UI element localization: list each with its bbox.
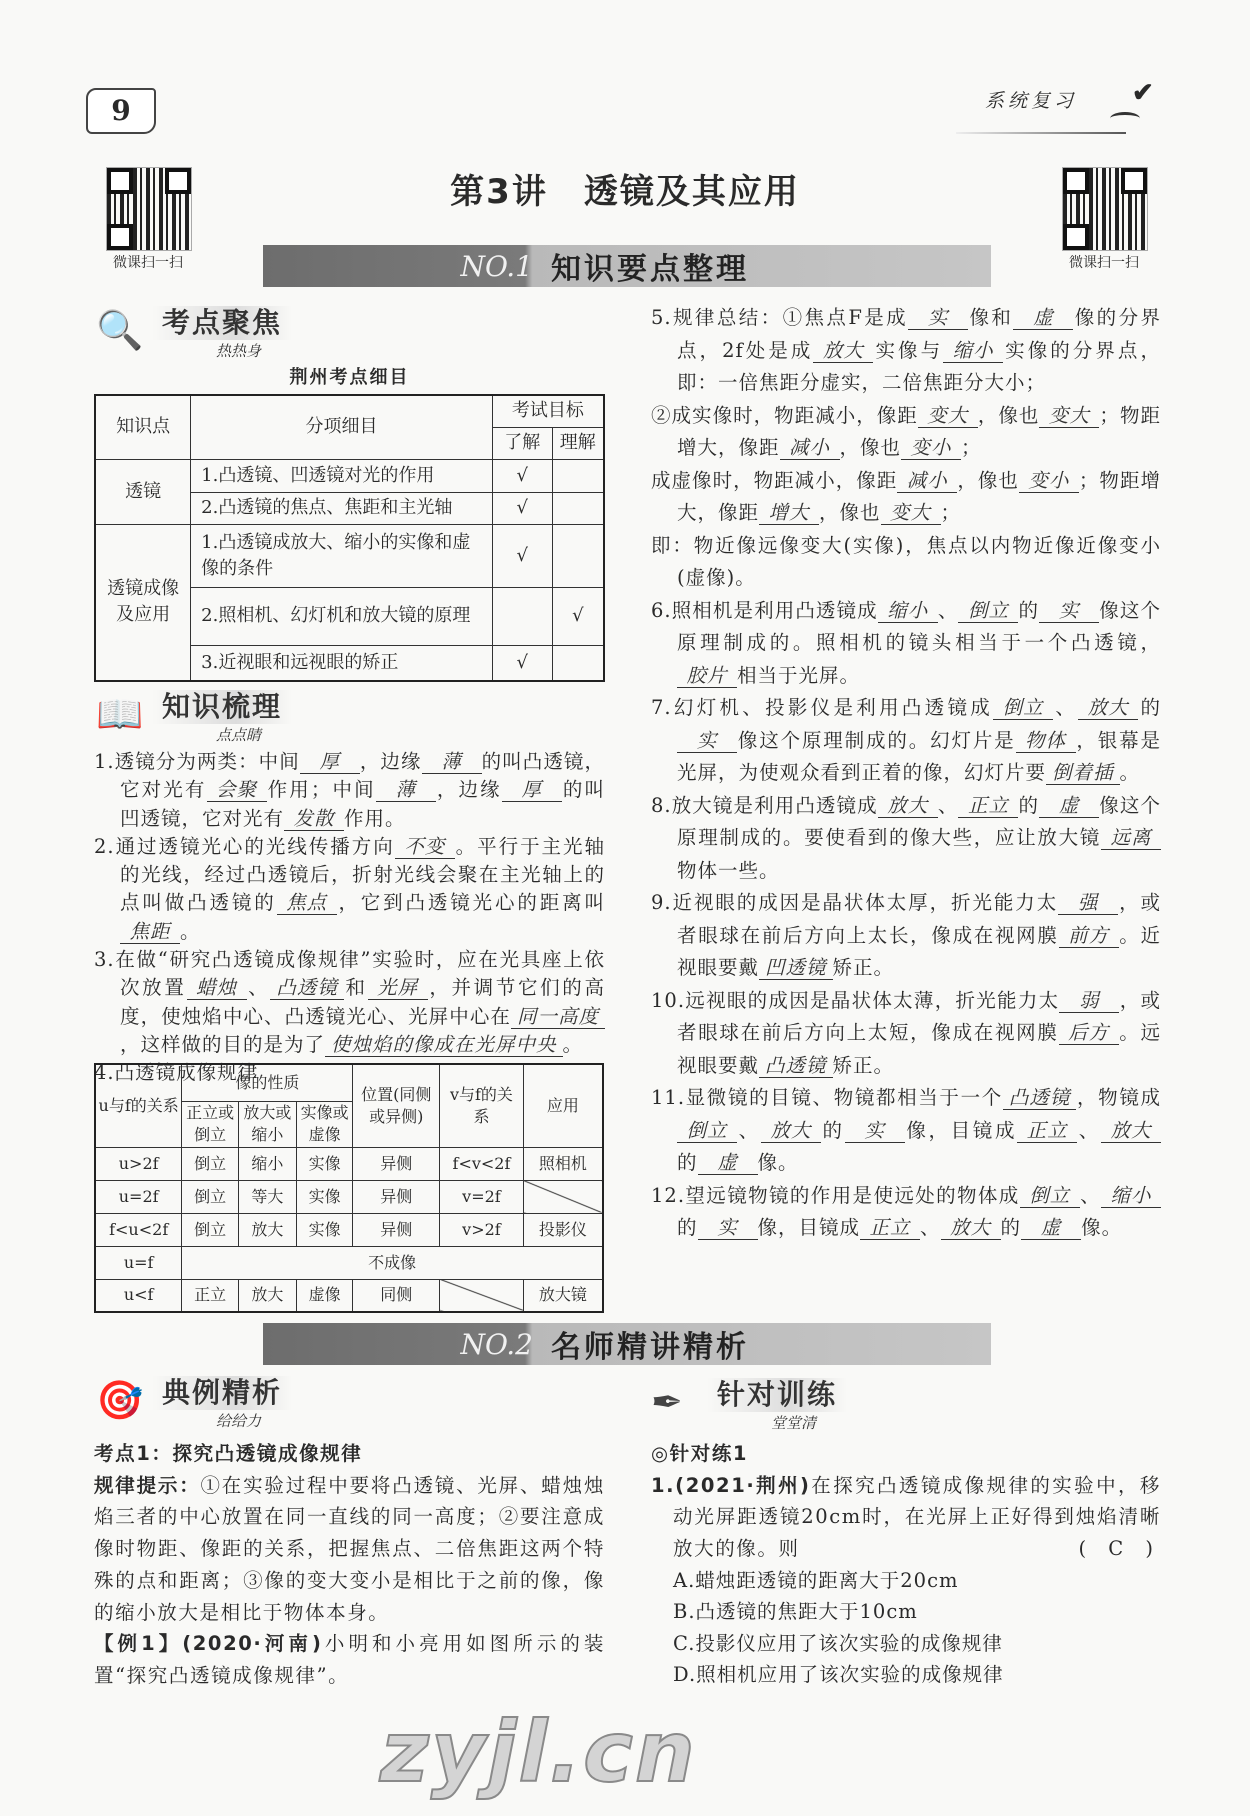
header-side: 位置(同侧或异侧) [353, 1064, 440, 1147]
bird-icon [1110, 112, 1140, 125]
option-b[interactable]: B.凸透镜的焦距大于10cm [673, 1600, 918, 1624]
header-real: 实像或虚像 [296, 1101, 353, 1147]
focus-subtitle: 热热身 [216, 342, 262, 360]
answer-blank[interactable]: 放大 [1078, 697, 1138, 720]
series-label: 系统复习 [985, 90, 1078, 112]
table-row [95, 1213, 603, 1246]
answer-blank[interactable]: 变小 [1019, 470, 1079, 493]
section-label: 名师精讲精析 [551, 1330, 749, 1365]
item-text: ，像也 [977, 403, 1040, 427]
header-upright: 正立或倒立 [182, 1101, 239, 1147]
item-text: ②成实像时，物距减小，像距 [651, 403, 918, 427]
answer-blank[interactable]: 正立 [958, 795, 1018, 818]
answer-blank[interactable]: 放大 [1101, 1120, 1161, 1143]
cell-real: 虚像 [296, 1279, 353, 1312]
item-text: 7.幻灯机、投影仪是利用凸透镜成 [651, 696, 994, 719]
cell-real: 实像 [296, 1213, 353, 1246]
item-text: 、 [937, 598, 959, 622]
answer-blank[interactable]: 会聚 [207, 779, 267, 802]
answer-blank[interactable]: 蜡烛 [187, 977, 247, 1000]
answer-blank[interactable]: 凸透镜 [270, 977, 344, 1000]
item-text: 、 [1079, 1183, 1101, 1207]
imaging-rules-table [94, 1063, 604, 1313]
item-text: 3.在做“研究凸透镜成像规律”实验时，应在光具座上依次放置 [94, 948, 605, 1000]
answer-blank[interactable]: 凸透镜 [1003, 1087, 1077, 1110]
answer-blank[interactable]: 正立 [1017, 1120, 1077, 1143]
list-item [651, 1180, 1161, 1245]
item-text: 像的分界点，2f处是成 [677, 306, 1161, 362]
item-text: 、 [1053, 696, 1079, 719]
item-text: 。 [180, 919, 201, 943]
item-text: 和 [343, 976, 368, 1000]
item-text: ，或者眼球在前后方向上太短，像成在视网膜 [677, 988, 1161, 1044]
rule-tip-text: ①在实验过程中要将凸透镜、光屏、蜡烛烛焰三者的中心放置在同一直线的同一高度；②要注意成像时物距、像距的关系，把握焦点、二倍焦距这两个特殊的点和距离；③像的变大变小是相比于之前的像，像的缩小放大是相比于物体本身。 [94, 1473, 605, 1624]
item-text: 9.近视眼的成因是晶状体太厚，折光能力太 [651, 891, 1059, 914]
know-check: √ [492, 459, 552, 492]
item-text: 的 [677, 1151, 698, 1174]
item-text: 作用；中间 [266, 778, 376, 802]
item-text: 11.显微镜的目镜、物镜都相当于一个 [651, 1086, 1003, 1109]
cell-app-empty [523, 1180, 603, 1213]
answer-blank[interactable]: 强 [1058, 892, 1118, 915]
item-text: 8.放大镜是利用凸透镜成 [651, 793, 878, 817]
qr-caption-left: 微课扫一扫 [113, 255, 183, 271]
header-topic: 知识点 [95, 395, 191, 459]
answer-blank[interactable]: 焦点 [277, 892, 337, 915]
header-size: 放大或缩小 [239, 1101, 297, 1147]
knowledge-heading [96, 690, 356, 746]
item-text: 、 [737, 1118, 761, 1142]
item-text: 像。 [757, 1151, 799, 1174]
item-text: 、 [246, 976, 271, 1000]
cell-uf: u<f [95, 1279, 182, 1312]
answer-blank[interactable]: 减小 [897, 470, 957, 493]
item-text: ，边缘 [435, 778, 502, 802]
answer-blank[interactable]: 发散 [284, 808, 344, 831]
example-1 [94, 1628, 605, 1691]
answer-blank[interactable]: 放大 [761, 1120, 821, 1143]
answer-blank[interactable]: 虚 [1021, 1217, 1081, 1240]
header-app: 应用 [523, 1064, 603, 1147]
watermark: zyjl.cn [380, 1703, 697, 1801]
item-text: ，像也 [957, 468, 1019, 492]
training-body [651, 1438, 1161, 1690]
answer-blank[interactable]: 光屏 [368, 977, 428, 1000]
understand-check [552, 645, 604, 681]
item-text: 1.透镜分为两类：中间 [94, 750, 300, 773]
list-item [94, 748, 605, 833]
cell-app: 照相机 [523, 1147, 603, 1180]
item-text: 像，目镜成 [904, 1118, 1018, 1142]
answer-blank[interactable]: 实 [908, 307, 968, 330]
training-subtitle: 堂堂清 [771, 1414, 817, 1432]
item-text: 5.规律总结：①焦点F是成 [651, 306, 909, 329]
header-divider [956, 132, 1126, 134]
cell-size: 缩小 [239, 1147, 297, 1180]
item-text: ；物距增大，像距 [677, 468, 1161, 524]
list-item [651, 400, 1161, 465]
answer-blank[interactable]: 物体 [1016, 730, 1076, 753]
rule-tip [94, 1470, 605, 1629]
list-item [651, 595, 1161, 693]
answer-blank[interactable]: 实 [677, 730, 737, 753]
rule-tip-label: 规律提示： [94, 1473, 201, 1497]
table-row [95, 1279, 603, 1312]
item-text: 6.照相机是利用凸透镜成 [651, 598, 878, 622]
cell-app: 放大镜 [523, 1279, 603, 1312]
cell-side: 异侧 [353, 1147, 440, 1180]
item-text: ； [940, 501, 962, 524]
item-text: 像和 [968, 306, 1014, 329]
answer-blank[interactable]: 胶片 [677, 665, 737, 688]
section-banner-1 [263, 245, 991, 287]
option-a[interactable]: A.蜡烛距透镜的距离大于20cm [673, 1568, 959, 1592]
answer-blank[interactable]: 不变 [395, 836, 455, 859]
answer-blank[interactable]: 倒着插 [1046, 762, 1120, 785]
header-vf: v与f的关系 [440, 1064, 524, 1147]
topic-cell: 透镜 [95, 459, 191, 524]
answer-blank[interactable]: 缩小 [943, 340, 1003, 363]
know-check: √ [492, 645, 552, 681]
knowledge-subtitle: 点点睛 [216, 726, 262, 744]
item-text: ； [961, 436, 982, 459]
item-text: 4.凸透镜成像规律 [94, 1061, 259, 1085]
item-text: 的 [1138, 696, 1161, 719]
item-text: 、 [920, 1216, 941, 1239]
item-text: 10.远视眼的成因是晶状体太薄，折光能力太 [651, 988, 1060, 1012]
cell-upright: 倒立 [182, 1180, 239, 1213]
cell-vf: v>2f [440, 1213, 524, 1246]
answer-blank[interactable]: 薄 [422, 751, 482, 774]
detail-cell: 2.照相机、幻灯机和放大镜的原理 [191, 587, 493, 645]
answer-blank[interactable]: 增大 [759, 502, 819, 525]
table-row [95, 1246, 603, 1279]
answer-blank[interactable]: 前方 [1059, 925, 1119, 948]
item-text: 相当于光屏。 [737, 663, 861, 687]
answer-blank[interactable]: 倒立 [1020, 1185, 1080, 1208]
header-know: 了解 [492, 427, 552, 459]
table-row [95, 1180, 603, 1213]
answer-blank[interactable]: 放大 [878, 795, 938, 818]
answer-blank[interactable]: 倒立 [677, 1120, 737, 1143]
item-text: 的 [677, 1216, 698, 1239]
answer-bracket: ( C ) [1078, 1537, 1161, 1561]
list-item [94, 946, 605, 1059]
list-item [651, 985, 1161, 1083]
cell-upright: 正立 [182, 1279, 239, 1312]
focus-heading [96, 306, 356, 362]
item-text: 像这个原理制成的。照相机的镜头相当于一个凸透镜， [677, 598, 1161, 654]
item-text: 12.望远镜物镜的作用是使远处的物体成 [651, 1183, 1020, 1207]
answer-blank[interactable]: 放大 [813, 340, 873, 363]
list-item [651, 302, 1161, 400]
item-text: 矫正。 [832, 1053, 895, 1077]
answer-blank[interactable]: 厚 [300, 751, 360, 774]
cell-side: 异侧 [353, 1180, 440, 1213]
item-text: 。 [1119, 761, 1141, 784]
examples-body [94, 1438, 605, 1692]
checkmark-icon: ✔ [1132, 78, 1154, 108]
understand-check [552, 459, 604, 492]
detail-cell: 3.近视眼和远视眼的矫正 [191, 645, 493, 681]
item-text: 的 [1018, 793, 1040, 817]
answer-blank[interactable]: 后方 [1059, 1022, 1119, 1045]
item-text: ，边缘 [359, 750, 422, 773]
cell-size: 等大 [239, 1180, 297, 1213]
know-check: √ [492, 524, 552, 587]
table-row [95, 1147, 603, 1180]
item-text: 的叫凹透镜，它对光有 [120, 778, 605, 830]
cell-size: 放大 [239, 1213, 297, 1246]
training-set-label: ◎针对练1 [651, 1442, 749, 1465]
answer-blank[interactable]: 倒立 [958, 600, 1018, 623]
answer-blank[interactable]: 厚 [502, 779, 562, 802]
item-text: 。平行于主光轴的光线，经过凸透镜后，折射光线会聚在主光轴上的点叫做凸透镜的 [120, 834, 605, 915]
item-text: 像，目镜成 [757, 1216, 861, 1239]
item-text: 。远视眼要戴 [677, 1021, 1161, 1077]
answer-blank[interactable]: 实 [698, 1217, 758, 1240]
cell-app: 投影仪 [523, 1213, 603, 1246]
cell-uf: u=2f [95, 1180, 182, 1213]
answer-blank[interactable]: 实 [1039, 600, 1099, 623]
question-text: 在探究凸透镜成像规律的实验中，移动光屏距透镜20cm时，在光屏上正好得到烛焰清晰放大的像。则 [673, 1473, 1161, 1561]
cell-vf-empty [440, 1279, 524, 1312]
option-d[interactable]: D.照相机应用了该次实验的成像规律 [673, 1663, 1004, 1687]
item-text: 的 [1000, 1216, 1022, 1239]
cell-side: 异侧 [353, 1213, 440, 1246]
examples-title: 典例精析 [152, 1376, 292, 1410]
answer-blank[interactable]: 弱 [1059, 990, 1119, 1013]
item-text: 2.通过透镜光心的光线传播方向 [94, 834, 395, 858]
knowledge-list [94, 748, 605, 1088]
item-text: ，这样做的目的是为了 [120, 1032, 326, 1056]
training-heading [651, 1378, 911, 1434]
detail-cell: 1.凸透镜、凹透镜对光的作用 [191, 459, 493, 492]
answer-blank[interactable]: 凸透镜 [759, 1055, 833, 1078]
item-text: 物体一些。 [677, 858, 780, 882]
section-number: NO.1 [460, 249, 533, 283]
training-title: 针对训练 [707, 1378, 847, 1412]
header-uf: u与f的关系 [95, 1064, 182, 1147]
list-item [94, 833, 605, 946]
item-text: 像这个原理制成的。要使看到的像大些，应让放大镜 [677, 793, 1161, 849]
qr-caption-right: 微课扫一扫 [1069, 255, 1139, 271]
answer-blank[interactable]: 同一高度 [511, 1006, 605, 1029]
cell-vf: f<v<2f [440, 1147, 524, 1180]
item-text: 。近视眼要戴 [677, 923, 1161, 979]
question-label: 1.(2021·荆州) [651, 1473, 811, 1497]
item-text: ；物距增大，像距 [677, 403, 1161, 459]
answer-blank[interactable]: 缩小 [878, 600, 938, 623]
cell-vf: v=2f [440, 1180, 524, 1213]
item-text: ，像也 [819, 501, 881, 524]
item-text: 、 [937, 793, 959, 817]
page-number: 9 [86, 88, 156, 134]
item-text: 、 [1077, 1118, 1101, 1142]
examples-subtitle: 给给力 [216, 1412, 262, 1430]
know-check [492, 587, 552, 645]
table1-caption: 荆州考点细目 [289, 367, 410, 388]
cell-uf: f<u<2f [95, 1213, 182, 1246]
section-number: NO.2 [460, 1327, 533, 1361]
book-icon: 📖 [96, 692, 144, 736]
item-text: ，或者眼球在前后方向上太长，像成在视网膜 [677, 891, 1161, 947]
answer-blank[interactable]: 实 [845, 1120, 905, 1143]
understand-check: √ [552, 587, 604, 645]
rules-list [651, 302, 1161, 1245]
answer-blank[interactable]: 变小 [901, 437, 961, 460]
cell-uf: u=f [95, 1246, 182, 1279]
example-text: 小明和小亮用如图所示的装置“探究凸透镜成像规律”。 [94, 1632, 606, 1687]
item-text: ，并调节它们的高度，使烛焰中心、凸透镜光心、光屏中心在 [120, 976, 605, 1028]
cell-upright: 倒立 [182, 1213, 239, 1246]
dartboard-icon: 🎯 [96, 1378, 144, 1422]
section-label: 知识要点整理 [551, 252, 749, 287]
options-list [651, 1565, 1161, 1691]
answer-blank[interactable]: 倒立 [993, 697, 1053, 720]
answer-blank[interactable]: 变大 [881, 502, 941, 525]
item-text: 即：物近像远像变大(实像)，焦点以内物近像近像变小(虚像)。 [651, 533, 1161, 589]
answer-blank[interactable]: 放大 [941, 1217, 1001, 1240]
detail-cell: 2.凸透镜的焦点、焦距和主光轴 [191, 492, 493, 524]
topic-cell: 透镜成像及应用 [95, 524, 191, 681]
magnifier-globe-icon: 🔍 [96, 308, 144, 352]
list-item [651, 887, 1161, 985]
answer-blank[interactable]: 虚 [698, 1152, 758, 1175]
answer-blank[interactable]: 正立 [860, 1217, 920, 1240]
item-text: 的叫凸透镜，它对光有 [120, 750, 605, 802]
item-text: 。 [562, 1032, 584, 1056]
list-item [651, 465, 1161, 530]
answer-blank[interactable]: 变大 [1039, 405, 1099, 428]
answer-blank[interactable]: 焦距 [120, 921, 180, 944]
item-text: 矫正。 [832, 956, 895, 979]
question-1 [651, 1470, 1161, 1565]
examples-heading [96, 1376, 356, 1432]
cell-real: 实像 [296, 1147, 353, 1180]
answer-blank[interactable]: 减小 [780, 437, 840, 460]
knowledge-title: 知识梳理 [152, 690, 292, 724]
list-item [651, 530, 1161, 595]
answer-blank[interactable]: 使烛焰的像成在光屏中央 [325, 1034, 563, 1057]
cell-size: 放大 [239, 1279, 297, 1312]
item-text: ，它到凸透镜光心的距离叫 [336, 891, 605, 915]
answer-blank[interactable]: 虚 [1013, 307, 1073, 330]
cell-no-image: 不成像 [182, 1246, 603, 1279]
page-title: 第3讲 透镜及其应用 [450, 172, 800, 212]
header-understand: 理解 [552, 427, 604, 459]
item-text: ，像也 [839, 436, 902, 459]
item-text: 的 [1018, 598, 1040, 622]
item-text: 像。 [1081, 1216, 1123, 1239]
list-item [651, 1082, 1161, 1180]
item-text: ，银幕是光屏，为使观众看到正着的像，幻灯片要 [677, 728, 1161, 784]
header-goal: 考试目标 [492, 395, 604, 427]
exam-points-table [94, 394, 605, 682]
cell-side: 同侧 [353, 1279, 440, 1312]
detail-cell: 1.凸透镜成放大、缩小的实像和虚像的条件 [191, 524, 493, 587]
list-item [651, 692, 1161, 790]
section-banner-2 [263, 1323, 991, 1365]
item-text: 实像的分界点，即：一倍焦距分虚实，二倍焦距分大小； [677, 338, 1161, 394]
header-detail: 分项细目 [191, 395, 493, 459]
understand-check [552, 492, 604, 524]
know-check: √ [492, 492, 552, 524]
list-item [651, 790, 1161, 888]
answer-blank[interactable]: 缩小 [1101, 1185, 1161, 1208]
answer-blank[interactable]: 远离 [1101, 827, 1161, 850]
answer-blank[interactable]: 凹透镜 [759, 957, 833, 980]
example-label: 【例1】(2020·河南) [94, 1632, 323, 1656]
item-text: ，物镜成 [1076, 1086, 1161, 1109]
quill-icon: ✒ [651, 1380, 683, 1424]
item-text: 的 [820, 1118, 845, 1142]
cell-uf: u>2f [95, 1147, 182, 1180]
answer-blank[interactable]: 变大 [918, 405, 978, 428]
exam-point-title: 考点1：探究凸透镜成像规律 [94, 1442, 363, 1465]
cell-upright: 倒立 [182, 1147, 239, 1180]
understand-check [552, 524, 604, 587]
focus-title: 考点聚焦 [152, 306, 292, 340]
answer-blank[interactable]: 虚 [1039, 795, 1099, 818]
cell-real: 实像 [296, 1180, 353, 1213]
answer-blank[interactable]: 薄 [376, 779, 436, 802]
item-text: 像这个原理制成的。幻灯片是 [737, 728, 1016, 752]
item-text: 作用。 [344, 806, 406, 830]
item-text: 成虚像时，物距减小，像距 [651, 468, 898, 492]
option-c[interactable]: C.投影仪应用了该次实验的成像规律 [673, 1631, 1003, 1655]
item-text: 实像与 [873, 338, 944, 362]
header-nature: 像的性质 [182, 1064, 353, 1101]
